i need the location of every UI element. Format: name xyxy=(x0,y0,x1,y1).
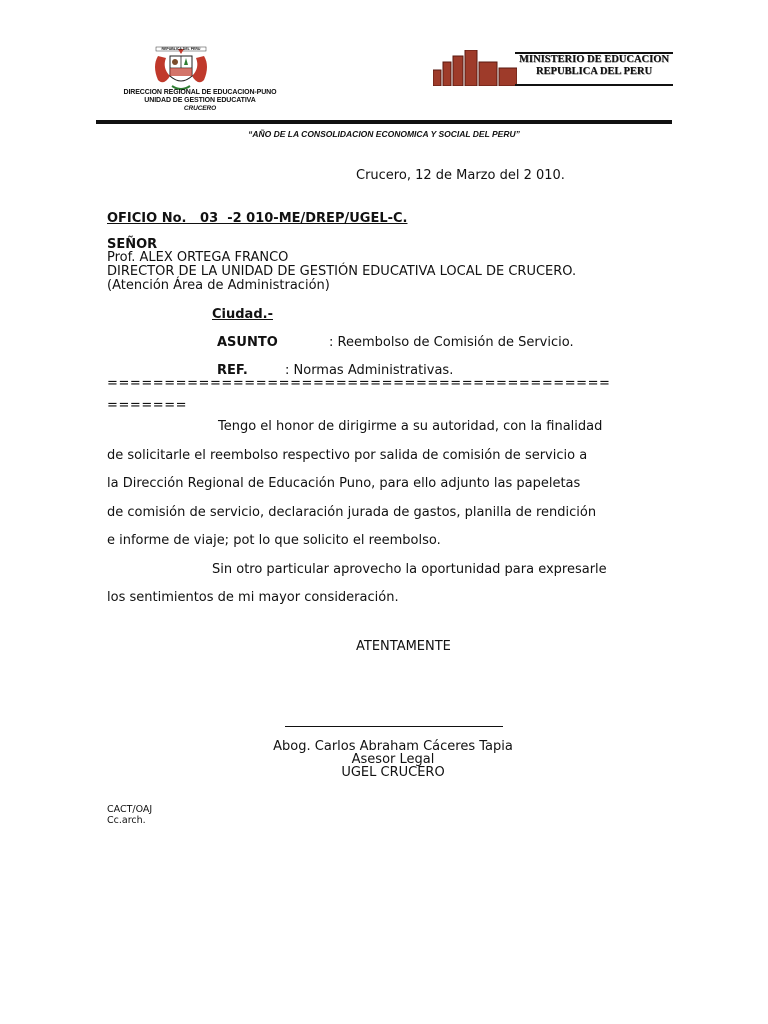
closing: ATENTAMENTE xyxy=(356,639,451,654)
seal-top-text: REPUBLICA DEL PERU xyxy=(161,47,201,51)
body-paragraph-1-line-4: de comisión de servicio, declaración jurada de gastos, planilla de rendición xyxy=(107,505,597,520)
year-motto: “AÑO DE LA CONSOLIDACION ECONOMICA Y SOCIAL DEL PERU” xyxy=(248,129,520,139)
attention-note: (Atención Área de Administración) xyxy=(107,278,330,293)
body-paragraph-1-line-2: de solicitarle el reembolso respectivo por salida de comisión de servicio a xyxy=(107,448,588,463)
ministry-bars-logo-icon xyxy=(433,50,517,86)
asunto-label: ASUNTO xyxy=(217,335,278,350)
ref-value: : Normas Administrativas. xyxy=(285,363,454,378)
recipient-name: Prof. ALEX ORTEGA FRANCO xyxy=(107,250,289,265)
country-line: REPUBLICA DEL PERU xyxy=(535,66,653,77)
oficio-number: OFICIO No. 03 -2 010-ME/DREP/UGEL-C. xyxy=(107,211,408,226)
copy-archive: Cc.arch. xyxy=(107,815,146,826)
ref-label: REF. xyxy=(217,363,248,378)
separator-line: ============================================ xyxy=(107,376,611,391)
peru-coat-of-arms-icon xyxy=(150,46,212,92)
body-paragraph-2-line-1: Sin otro particular aprovecho la oportunidad para expresarle xyxy=(212,562,607,577)
body-paragraph-1-line-1: Tengo el honor de dirigirme a su autoridad, con la finalidad xyxy=(218,419,603,434)
body-paragraph-1-line-3: la Dirección Regional de Educación Puno, para ello adjunto las papeletas xyxy=(107,476,581,491)
recipient-title: DIRECTOR DE LA UNIDAD DE GESTIÓN EDUCATIVA LOCAL DE CRUCERO. xyxy=(107,264,577,279)
location-line: CRUCERO xyxy=(183,105,217,112)
header-divider xyxy=(96,120,672,124)
signature-line xyxy=(285,726,503,727)
region-line: DIRECCION REGIONAL DE EDUCACION-PUNO xyxy=(123,89,277,96)
body-paragraph-1-line-5: e informe de viaje; pot lo que solicito el reembolso. xyxy=(107,533,441,548)
city-label: Ciudad.- xyxy=(212,307,273,322)
signer-organization: UGEL CRUCERO xyxy=(341,765,445,780)
ministry-line: MINISTERIO DE EDUCACION xyxy=(519,54,669,65)
body-paragraph-2-line-2: los sentimientos de mi mayor consideración. xyxy=(107,590,399,605)
unit-line: UNIDAD DE GESTION EDUCATIVA xyxy=(144,97,256,104)
signer-role: Asesor Legal xyxy=(351,752,435,767)
place-date: Crucero, 12 de Marzo del 2 010. xyxy=(356,168,565,183)
ministry-logo-text xyxy=(515,52,673,86)
salutation: SEÑOR xyxy=(107,237,158,252)
signer-name: Abog. Carlos Abraham Cáceres Tapia xyxy=(273,739,513,754)
asunto-value: : Reembolso de Comisión de Servicio. xyxy=(329,335,574,350)
separator-line-end: ======= xyxy=(107,398,188,413)
issuing-office-block xyxy=(100,89,300,113)
initials-reference: CACT/OAJ xyxy=(107,804,153,815)
